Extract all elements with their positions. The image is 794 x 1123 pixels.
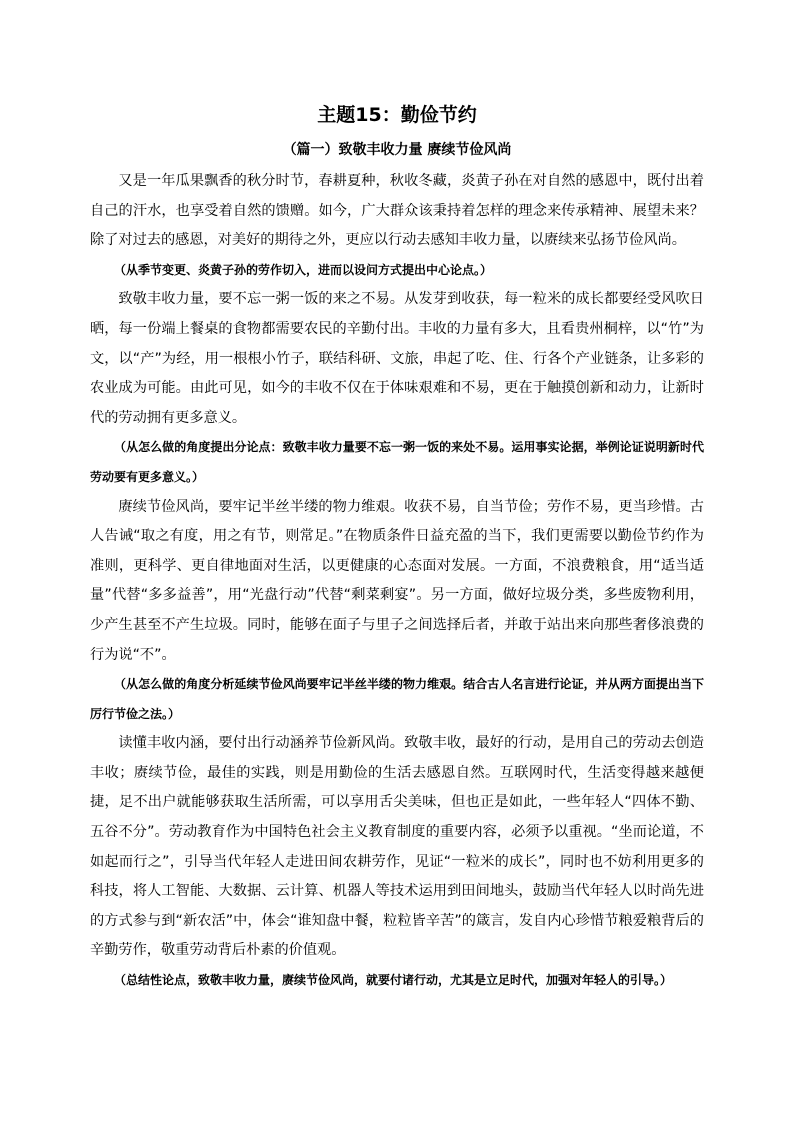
commentary-note-2: （从怎么做的角度提出分论点：致敬丰收力量要不忘一粥一饭的来处不易。运用事实论据，举例论证说明新时代劳动要有更多意义。） <box>90 440 704 484</box>
page-title: 主题15：勤俭节约 <box>317 104 477 126</box>
body-paragraph-4: 读懂丰收内涵，要付出行动涵养节俭新风尚。致敬丰收，最好的行动，是用自己的劳动去创造丰收；赓续节俭，最佳的实践，则是用勤俭的生活去感恩自然。互联网时代，生活变得越来越便捷，足不出户就能够获取生活所需，可以享用舌尖美味，但也正是如此，一些年轻人“四体不勤、五谷不分”。劳动教育作为中国特色社会主义教育制度的重要内容，必须予以重视。“坐而论道，不如起而行之”，引导当代年轻人走进田间农耕劳作，见证“一粒米的成长”，同时也不妨利用更多的科技，将人工智能、大数据、云计算、机器人等技术运用到田间地头，鼓励当代年轻人以时尚先进的方式参与到“新农活”中，体会“谁知盘中餐，粒粒皆辛苦”的箴言，发自内心珍惜节粮爱粮背后的辛勤劳作，敬重劳动背后朴素的价值观。 <box>90 735 704 959</box>
body-paragraph-3: 赓续节俭风尚，要牢记半丝半缕的物力维艰。收获不易，自当节俭；劳作不易，更当珍惜。古人告诫“取之有度，用之有节，则常足。”在物质条件日益充盈的当下，我们更需要以勤俭节约作为准则，更科学、更自律地面对生活，以更健康的心态面对发展。一方面，不浪费粮食，用“适当适量”代替“多多益善”，用“光盘行动”代替“剩菜剩宴”。另一方面，做好垃圾分类，多些废物利用，少产生甚至不产生垃圾。同时，能够在面子与里子之间选择后者，并敢于站出来向那些奢侈浪费的行为说“不”。 <box>90 498 704 663</box>
commentary-note-4: （总结性论点，致敬丰收力量，赓续节俭风尚，就要付诸行动，尤其是立足时代，加强对年轻人的引导。） <box>114 973 673 988</box>
body-paragraph-1: 又是一年瓜果飘香的秋分时节，春耕夏种，秋收冬藏，炎黄子孙在对自然的感恩中，既付出着自己的汗水，也享受着自然的馈赠。如今，广大群众该秉持着怎样的理念来传承精神、展望未来？除了对过去的感恩，对美好的期待之外，更应以行动去感知丰收力量，以赓续来弘扬节俭风尚。 <box>90 173 704 249</box>
article-subtitle: （篇一）致敬丰收力量 赓续节俭风尚 <box>282 142 512 158</box>
commentary-note-3: （从怎么做的角度分析延续节俭风尚要牢记半丝半缕的物力维艰。结合古人名言进行论证，并从两方面提出当下厉行节俭之法。） <box>90 677 704 721</box>
commentary-note-1: （从季节变更、炎黄子孙的劳作切入，进而以设问方式提出中心论点。） <box>114 262 493 277</box>
document-page <box>90 100 704 996</box>
body-paragraph-2: 致敬丰收力量，要不忘一粥一饭的来之不易。从发芽到收获，每一粒米的成长都要经受风吹日晒，每一份端上餐桌的食物都需要农民的辛勤付出。丰收的力量有多大，且看贵州桐梓，以“竹”为文，以“产”为经，用一根根小竹子，联结科研、文旅，串起了吃、住、行各个产业链条，让多彩的农业成为可能。由此可见，如今的丰收不仅在于体味艰难和不易，更在于触摸创新和动力，让新时代的劳动拥有更多意义。 <box>90 291 704 426</box>
